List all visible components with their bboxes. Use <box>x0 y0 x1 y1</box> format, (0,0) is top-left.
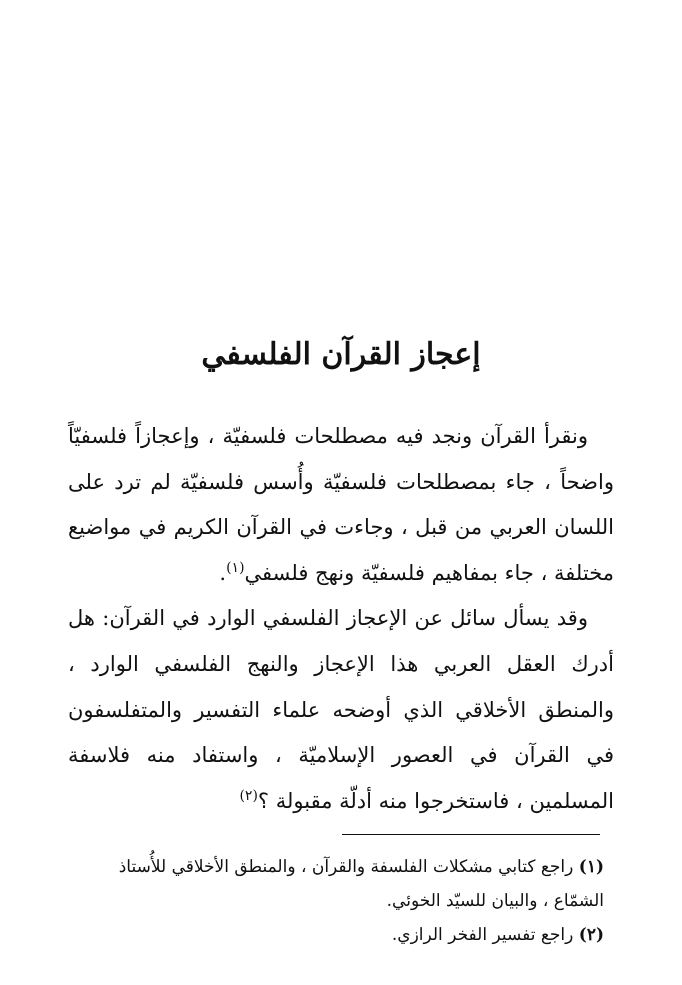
footnote-2-number: (٢) <box>578 925 604 945</box>
paragraph-1 <box>68 414 614 596</box>
footnote-ref-1: (١) <box>226 559 245 576</box>
footnote-separator <box>342 834 600 835</box>
footnote-1-number: (١) <box>578 857 604 877</box>
footnote-2 <box>74 918 604 952</box>
footnote-1 <box>74 850 604 918</box>
paragraph-2 <box>68 596 614 824</box>
footnote-ref-2: (٢) <box>239 787 258 804</box>
body-text <box>68 414 614 824</box>
footnote-2-text: راجع تفسير الفخر الرازي. <box>391 925 574 945</box>
paragraph-1-tail: . <box>219 560 227 585</box>
paragraph-2-text: وقد يسأل سائل عن الإعجاز الفلسفي الوارد في القرآن: هل أدرك العقل العربي هذا الإعجاز والنهج الفلسفي الوارد ، والمنطق الأخلاقي الذي أوضحه علماء التفسير والمتفلسفون في القرآن في العصور الإسلاميّة ، واستفاد منه فلاسفة المسلمين ، فاستخرجوا منه أدلّة مقبولة ؟ <box>68 606 614 813</box>
paragraph-1-text: ونقرأ القرآن ونجد فيه مصطلحات فلسفيّة ، وإعجازاً فلسفيّاً واضحاً ، جاء بمصطلحات فلسفيّة وأُسس فلسفيّة لم ترد على اللسان العربي من قبل ، وجاءت في القرآن الكريم في مواضيع مختلفة ، جاء بمفاهيم فلسفيّة ونهج فلسفي <box>68 424 614 585</box>
footnotes <box>74 850 604 952</box>
footnote-1-text: راجع كتابي مشكلات الفلسفة والقرآن ، والمنطق الأخلاقي للأُستاذ الشمّاع ، والبيان للسيّد الخوئي. <box>118 857 604 911</box>
page-title: إعجاز القرآن الفلسفي <box>201 337 481 372</box>
